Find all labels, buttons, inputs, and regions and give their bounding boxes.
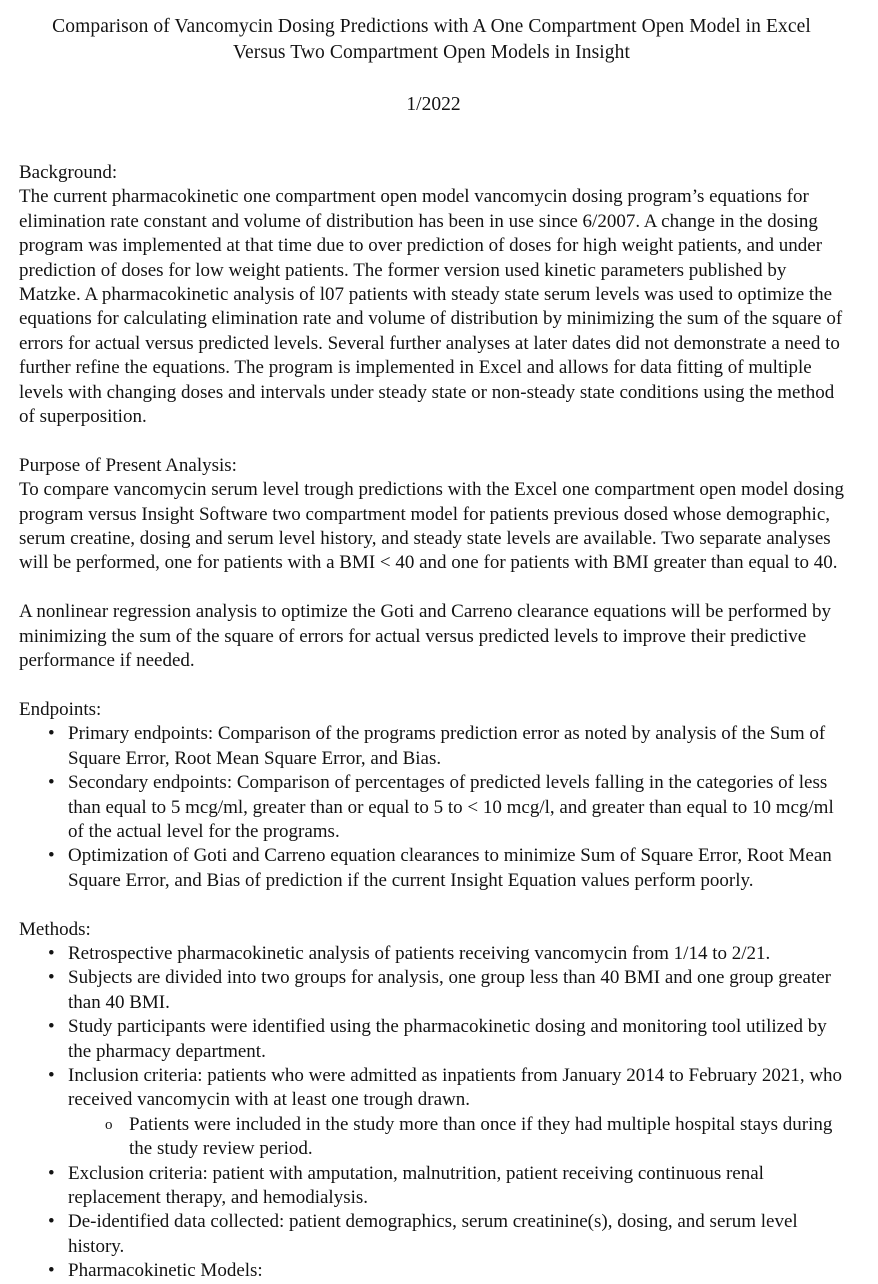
section-heading-endpoints: Endpoints:	[19, 698, 102, 720]
list-item	[19, 1210, 851, 1259]
list-item-label: De-identified data collected: patient demographics, serum creatinine(s), dosing, and serum level history.	[68, 1211, 798, 1257]
sub-list-item	[68, 1113, 851, 1162]
list-item-label: Primary endpoints: Comparison of the programs prediction error as noted by analysis of the Sum of Square Error, Root Mean Square Error, and Bias.	[68, 723, 826, 769]
page-title: Comparison of Vancomycin Dosing Predictions with A One Compartment Open Model in Excel Versus Two Compartment Open Models in Insight	[52, 16, 811, 63]
sub-bullet-icon: o	[105, 1116, 113, 1133]
list-item-label: Retrospective pharmacokinetic analysis of patients receiving vancomycin from 1/14 to 2/21.	[68, 942, 771, 964]
bullet-icon: •	[48, 723, 55, 745]
bullet-icon: •	[48, 1016, 55, 1038]
spacer	[19, 576, 851, 600]
list-item	[19, 1015, 851, 1064]
inclusion-sublist	[68, 1113, 851, 1162]
bullet-icon: •	[48, 1260, 55, 1282]
list-item	[19, 722, 851, 771]
section-heading-purpose: Purpose of Present Analysis:	[19, 454, 237, 476]
list-item-label: Secondary endpoints: Comparison of percentages of predicted levels falling in the categories of less than equal to 5 mcg/ml, greater than or equal to 5 to < 10 mcg/l, and greater than equal to 10 mcg/ml of the actual level for the programs.	[68, 772, 834, 842]
list-item-label: Exclusion criteria: patient with amputation, malnutrition, patient receiving continuous renal replacement therapy, and hemodialysis.	[68, 1162, 764, 1208]
list-item	[19, 844, 851, 893]
list-item	[19, 1162, 851, 1211]
background-paragraph: The current pharmacokinetic one compartment open model vancomycin dosing program’s equations for elimination rate constant and volume of distribution has been in use since 6/2007. A change in the dosing program was implemented at that time due to over prediction of doses for high weight patients, and under prediction of doses for low weight patients. The former version used kinetic parameters published by Matzke. A pharmacokinetic analysis of l07 patients with steady state serum levels was used to optimize the equations for calculating elimination rate and volume of distribution by minimizing the sum of the square of errors for actual versus predicted levels. Several further analyses at later dates did not demonstrate a need to further refine the equations. The program is implemented in Excel and allows for data fitting of multiple levels with changing doses and intervals under steady state or non-steady state conditions using the method of superposition.	[19, 186, 843, 428]
list-item-label: Study participants were identified using the pharmacokinetic dosing and monitoring tool utilized by the pharmacy department.	[68, 1016, 827, 1062]
list-item	[19, 966, 851, 1015]
endpoints-list	[19, 722, 851, 893]
bullet-icon: •	[48, 1211, 55, 1233]
list-item	[19, 1064, 851, 1162]
section-heading-background: Background:	[19, 162, 118, 183]
sub-list-item-label: Patients were included in the study more than once if they had multiple hospital stays during the study review period.	[129, 1113, 833, 1160]
document-date: 1/2022	[406, 94, 461, 115]
bullet-icon: •	[48, 1064, 55, 1086]
list-item	[19, 771, 851, 844]
list-item-label: Subjects are divided into two groups for analysis, one group less than 40 BMI and one group greater than 40 BMI.	[68, 967, 832, 1013]
document-body	[19, 161, 851, 1284]
list-item-label: Inclusion criteria: patients who were admitted as inpatients from January 2014 to February 2021, who received vancomycin with at least one trough drawn.	[68, 1064, 843, 1111]
spacer	[19, 674, 851, 698]
methods-list	[19, 942, 851, 1284]
bullet-icon: •	[48, 967, 55, 989]
spacer	[19, 429, 851, 453]
bullet-icon: •	[48, 942, 55, 964]
spacer	[19, 893, 851, 917]
list-item	[19, 942, 851, 966]
list-item-label: Pharmacokinetic Models:	[68, 1260, 263, 1282]
purpose-paragraph-1: To compare vancomycin serum level trough predictions with the Excel one compartment open model dosing program versus Insight Software two compartment model for patients previous dosed whose demographic, serum creatine, dosing and serum level history, and steady state levels are available. Two separate analyses will be performed, one for patients with a BMI < 40 and one for patients with BMI greater than equal to 40.	[19, 479, 844, 574]
list-item	[19, 1259, 851, 1283]
purpose-paragraph-2: A nonlinear regression analysis to optimize the Goti and Carreno clearance equations will be performed by minimizing the sum of the square of errors for actual versus predicted levels to improve their predictive performance if needed.	[19, 601, 831, 672]
list-item-label: Optimization of Goti and Carreno equation clearances to minimize Sum of Square Error, Root Mean Square Error, and Bias of prediction if the current Insight Equation values perform poorly.	[68, 845, 832, 891]
bullet-icon: •	[48, 1162, 55, 1184]
section-heading-methods: Methods:	[19, 918, 91, 940]
bullet-icon: •	[48, 772, 55, 794]
bullet-icon: •	[48, 845, 55, 867]
